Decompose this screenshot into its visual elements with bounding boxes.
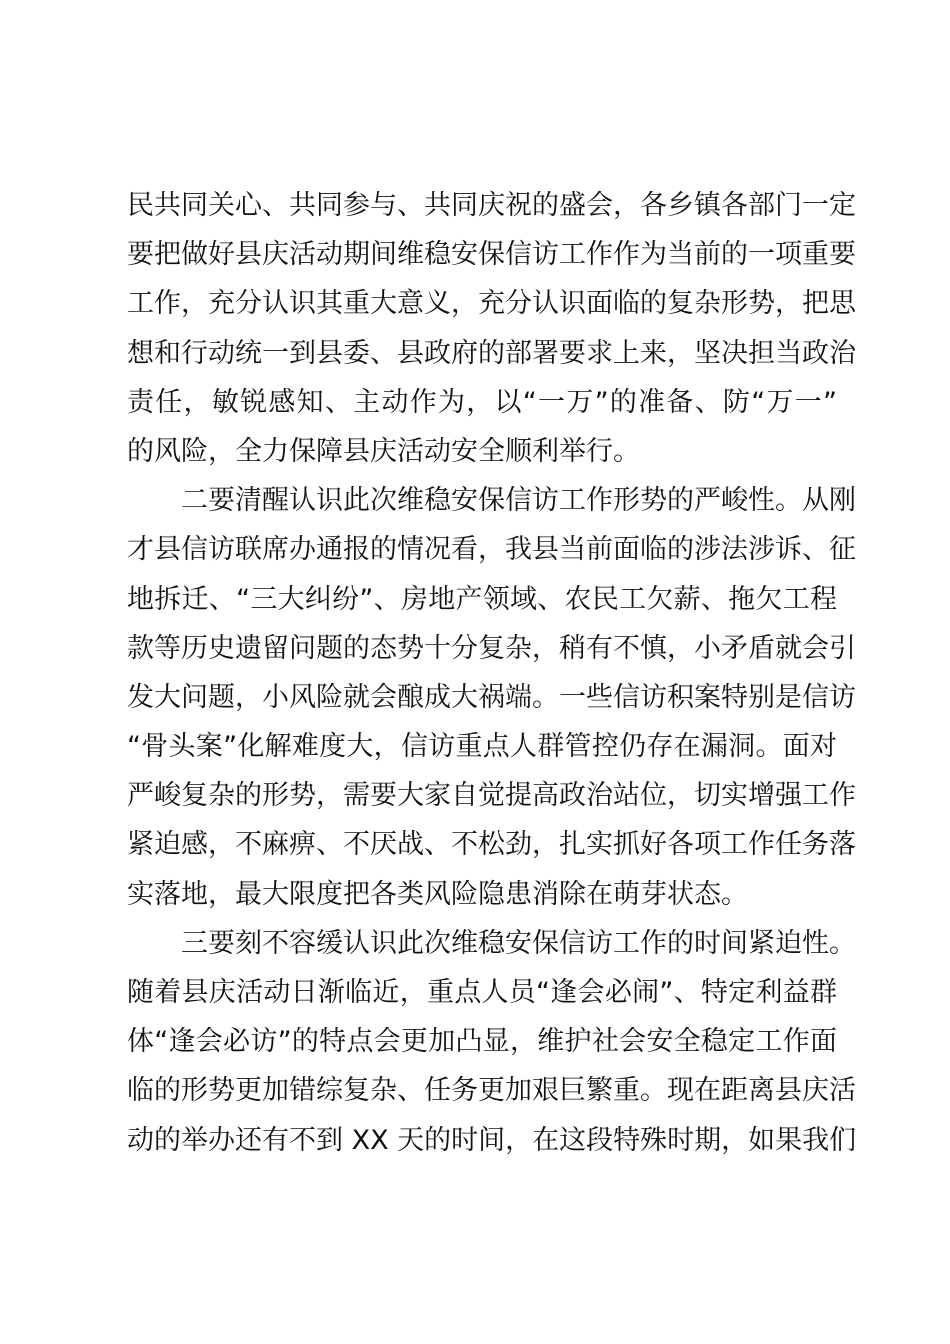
text-line: 民共同关心、共同参与、共同庆祝的盛会，各乡镇各部门一定 <box>127 190 856 221</box>
text-line: 动的举办还有不到 XX 天的时间，在这段特殊时期，如果我们 <box>127 1124 857 1156</box>
body-text <box>127 181 857 1165</box>
text-line: 三要刻不容缓认识此次维稳安保信访工作的时间紧迫性。 <box>181 927 856 959</box>
text-line: 体“逢会必访”的特点会更加凸显，维护社会安全稳定工作面 <box>127 1026 837 1058</box>
text-line: “骨头案”化解难度大，信访重点人群管控仍存在漏洞。面对 <box>127 731 837 763</box>
text-line: 紧迫感，不麻痹、不厌战、不松劲，扎实抓好各项工作任务落 <box>127 829 856 861</box>
text-line: 发大问题，小风险就会酿成大祸端。一些信访积案特别是信访 <box>127 681 856 713</box>
text-line: 地拆迁、“三大纠纷”、房地产领域、农民工欠薪、拖欠工程 <box>127 583 837 615</box>
text-line: 二要清醒认识此次维稳安保信访工作形势的严峻性。从刚 <box>181 485 856 517</box>
text-line: 才县信访联席办通报的情况看，我县当前面临的涉法涉诉、征 <box>127 534 856 566</box>
text-line: 责任，敏锐感知、主动作为，以“一万”的准备、防“万一” <box>127 386 837 418</box>
text-line: 临的形势更加错综复杂、任务更加艰巨繁重。现在距离县庆活 <box>127 1075 856 1107</box>
text-line: 实落地，最大限度把各类风险隐患消除在萌芽状态。 <box>127 878 748 910</box>
text-line: 工作，充分认识其重大意义，充分认识面临的复杂形势，把思 <box>127 288 856 320</box>
text-line: 随着县庆活动日渐临近，重点人员“逢会必闹”、特定利益群 <box>127 977 837 1008</box>
text-line: 严峻复杂的形势，需要大家自觉提高政治站位，切实增强工作 <box>127 780 856 812</box>
text-line: 想和行动统一到县委、县政府的部署要求上来，坚决担当政治 <box>127 337 856 369</box>
text-line: 要把做好县庆活动期间维稳安保信访工作作为当前的一项重要 <box>127 239 856 271</box>
text-line: 款等历史遗留问题的态势十分复杂，稍有不慎，小矛盾就会引 <box>127 632 856 664</box>
text-line: 的风险，全力保障县庆活动安全顺利举行。 <box>127 435 640 467</box>
